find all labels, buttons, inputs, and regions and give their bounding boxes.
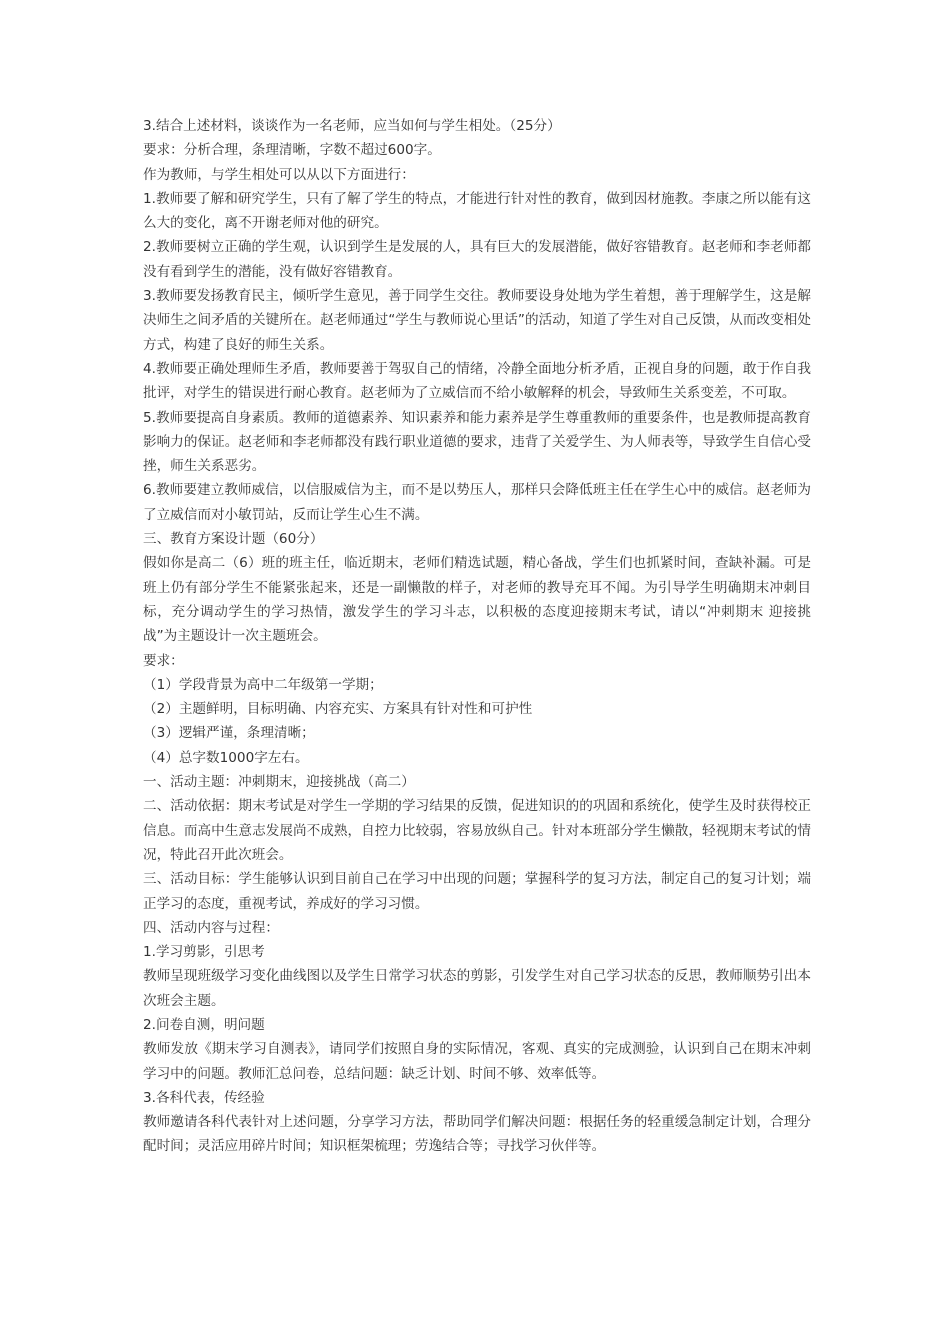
paragraph-point-1: 1.教师要了解和研究学生，只有了解了学生的特点，才能进行针对性的教育，做到因材施教。李康之所以能有这么大的变化，离不开谢老师对他的研究。 bbox=[143, 190, 811, 232]
activity-goals: 三、活动目标：学生能够认识到目前自己在学习中出现的问题；掌握科学的复习方法，制定自己的复习计划；端正学习的态度，重视考试，养成好的学习习惯。 bbox=[143, 871, 811, 912]
process-step-1-body: 教师呈现班级学习变化曲线图以及学生日常学习状态的剪影，引发学生对自己学习状态的反思，教师顺势引出本次班会主题。 bbox=[143, 968, 811, 1009]
paragraph-point-5: 5.教师要提高自身素质。教师的道德素养、知识素养和能力素养是学生尊重教师的重要条件，也是教师提高教育影响力的保证。赵老师和李老师都没有践行职业道德的要求，违背了关爱学生、为人师表等，导致学生自信心受挫，师生关系恶劣。 bbox=[143, 409, 811, 475]
requirement-item-3: （3）逻辑严谨，条理清晰； bbox=[143, 725, 315, 742]
paragraph-point-2: 2.教师要树立正确的学生观，认识到学生是发展的人，具有巨大的发展潜能，做好容错教育。赵老师和李老师都没有看到学生的潜能，没有做好容错教育。 bbox=[143, 239, 811, 280]
paragraph-requirements-label: 要求： bbox=[143, 652, 184, 669]
requirement-item-4: （4）总字数1000字左右。 bbox=[143, 749, 309, 766]
paragraph-point-6: 6.教师要建立教师威信，以信服威信为主，而不是以势压人，那样只会降低班主任在学生心中的威信。赵老师为了立威信而对小敏罚站，反而让学生心生不满。 bbox=[143, 482, 811, 523]
activity-process-heading: 四、活动内容与过程： bbox=[143, 919, 279, 936]
paragraph-point-3: 3.教师要发扬教育民主，倾听学生意见，善于同学生交往。教师要设身处地为学生着想，善于理解学生，这是解决师生之间矛盾的关键所在。赵老师通过“学生与教师说心里话”的活动，知道了学生对自己反馈，从而改变相处方式，构建了良好的师生关系。 bbox=[143, 288, 811, 353]
process-step-2-body: 教师发放《期末学习自测表》，请同学们按照自身的实际情况，客观、真实的完成测验，认识到自己在期末冲刺学习中的问题。教师汇总问卷，总结问题：缺乏计划、时间不够、效率低等。 bbox=[143, 1041, 811, 1082]
process-step-3-title: 3.各科代表，传经验 bbox=[143, 1089, 265, 1106]
activity-theme: 一、活动主题：冲刺期末，迎接挑战（高二） bbox=[143, 774, 415, 791]
paragraph-requirement: 要求：分析合理，条理清晰，字数不超过600字。 bbox=[143, 142, 441, 159]
document-page bbox=[143, 114, 811, 1159]
paragraph-scenario: 假如你是高二（6）班的班主任，临近期末，老师们精选试题，精心备战，学生们也抓紧时间，查缺补漏。可是班上仍有部分学生不能紧张起来，还是一副懒散的样子，对老师的教导充耳不闻。为引导学生明确期末冲刺目标，充分调动学生的学习热情，激发学生的学习斗志，以积极的态度迎接期末考试，请以“冲刺期末 迎接挑战”为主题设计一次主题班会。 bbox=[143, 555, 811, 645]
process-step-2-title: 2.问卷自测，明问题 bbox=[143, 1016, 265, 1033]
section-heading-design: 三、教育方案设计题（60分） bbox=[143, 531, 324, 548]
activity-basis: 二、活动依据：期末考试是对学生一学期的学习结果的反馈，促进知识的的巩固和系统化，使学生及时获得校正信息。而高中生意志发展尚不成熟，自控力比较弱，容易放纵自己。针对本班部分学生懒散，轻视期末考试的情况，特此召开此次班会。 bbox=[143, 798, 811, 863]
paragraph-point-4: 4.教师要正确处理师生矛盾，教师要善于驾驭自己的情绪，冷静全面地分析矛盾，正视自身的问题，敢于作自我批评，对学生的错误进行耐心教育。赵老师为了立威信而不给小敏解释的机会，导致师生关系变差，不可取。 bbox=[143, 360, 811, 402]
paragraph-answer-intro: 作为教师，与学生相处可以从以下方面进行： bbox=[143, 166, 415, 183]
process-step-1-title: 1.学习剪影，引思考 bbox=[143, 944, 265, 961]
paragraph-question-3: 3.结合上述材料，谈谈作为一名老师，应当如何与学生相处。（25分） bbox=[143, 118, 561, 134]
process-step-3-body: 教师邀请各科代表针对上述问题，分享学习方法，帮助同学们解决问题：根据任务的轻重缓急制定计划，合理分配时间；灵活应用碎片时间；知识框架梳理；劳逸结合等；寻找学习伙伴等。 bbox=[143, 1114, 811, 1155]
requirement-item-2: （2）主题鲜明，目标明确、内容充实、方案具有针对性和可护性 bbox=[143, 701, 533, 718]
requirement-item-1: （1）学段背景为高中二年级第一学期； bbox=[143, 676, 383, 693]
